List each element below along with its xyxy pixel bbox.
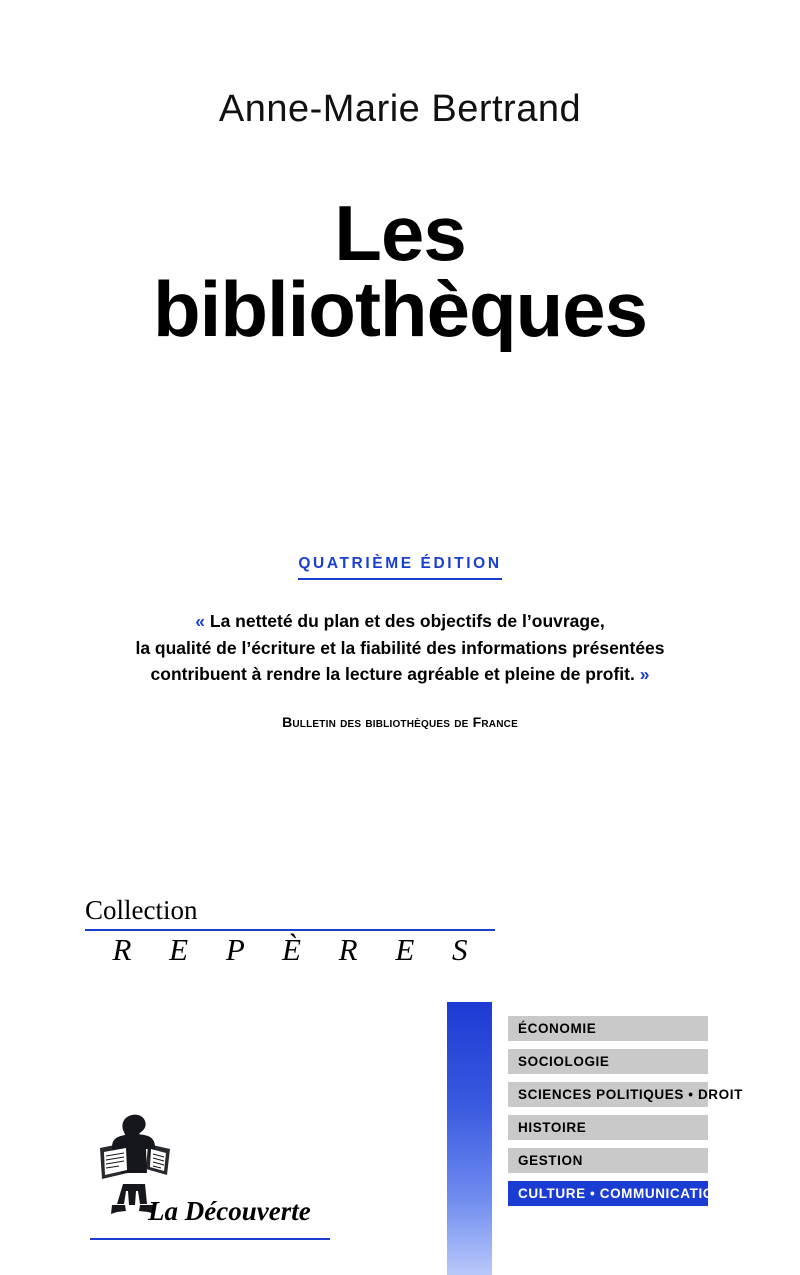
title-line-2: bibliothèques — [153, 265, 647, 354]
quote-line-1: La netteté du plan et des objectifs de l’ouvrage, — [209, 611, 605, 631]
collection-label: Collection — [85, 895, 198, 925]
category-item-sociologie[interactable]: SOCIOLOGIE — [508, 1049, 708, 1074]
collection-divider — [85, 929, 495, 931]
quote-source: Bulletin des bibliothèques de France — [282, 714, 518, 730]
quote-close-mark: » — [639, 664, 650, 685]
author-name: Anne-Marie Bertrand — [218, 88, 582, 130]
blue-gradient-bar — [447, 1002, 492, 1275]
category-item-gestion[interactable]: GESTION — [508, 1148, 708, 1173]
category-item-histoire[interactable]: HISTOIRE — [508, 1115, 708, 1140]
category-list — [508, 1016, 743, 1214]
collection-name: R E P È R E S — [112, 932, 483, 967]
book-title — [0, 189, 800, 354]
quote-open-mark: « — [195, 611, 206, 631]
category-item-culture-communication[interactable]: CULTURE • COMMUNICATION — [508, 1181, 708, 1206]
publisher-divider — [90, 1238, 330, 1240]
quote-line-3: contribuent à rendre la lecture agréable et pleine de profit. — [150, 664, 635, 685]
publisher-name: La Découverte — [148, 1196, 311, 1226]
category-item-sciences-politiques-droit[interactable]: SCIENCES POLITIQUES • DROIT — [508, 1082, 708, 1107]
review-quote — [100, 608, 700, 688]
quote-line-2: la qualité de l’écriture et la fiabilité des informations présentées — [135, 637, 665, 658]
edition-container — [0, 555, 800, 580]
edition-label: QUATRIÈME ÉDITION — [298, 555, 501, 580]
title-line-1: Les — [334, 189, 466, 277]
category-item-economie[interactable]: ÉCONOMIE — [508, 1016, 708, 1041]
